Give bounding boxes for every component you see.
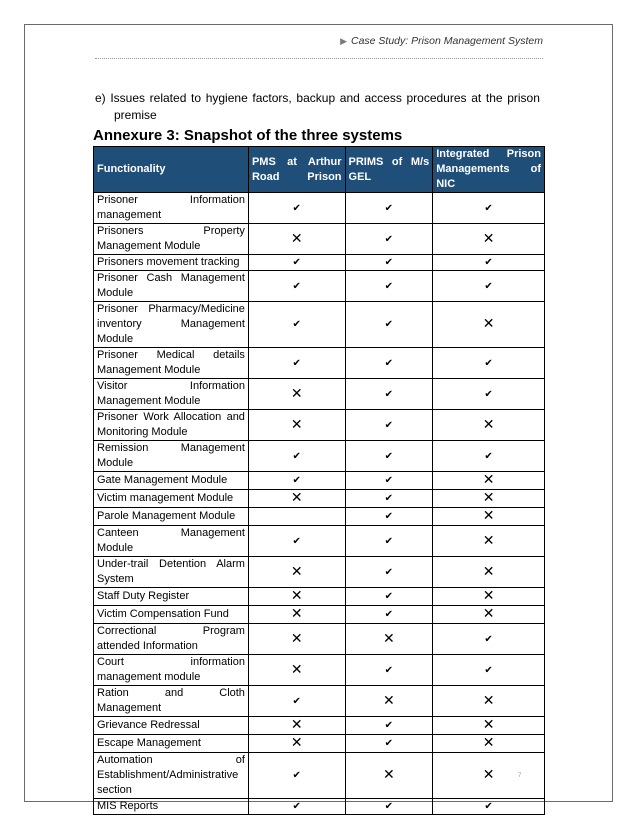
functionality-cell: Prisoner Work Allocation and Monitoring Module (94, 410, 249, 441)
cross-icon: ✕ (482, 229, 495, 246)
cross-icon: ✕ (382, 691, 395, 708)
page-number: 7 (518, 773, 522, 779)
table-row (94, 717, 545, 735)
check-icon: ✔ (292, 801, 301, 812)
check-icon: ✔ (384, 591, 394, 602)
pms-status-cell (248, 348, 345, 379)
pms-status-cell (248, 302, 345, 348)
issue-marker: e) (95, 91, 106, 105)
issue-word: backup (296, 91, 336, 105)
cross-icon: ✕ (290, 229, 303, 246)
cross-icon: ✕ (382, 629, 395, 646)
table-row (94, 490, 545, 508)
functionality-cell: Victim management Module (94, 490, 249, 508)
table-row (94, 472, 545, 490)
check-icon: ✔ (384, 233, 394, 245)
nic-status-cell (433, 624, 545, 655)
prims-status-cell (345, 379, 433, 410)
table-row (94, 588, 545, 606)
cross-icon: ✕ (290, 415, 303, 432)
table-row (94, 557, 545, 588)
issue-line-1 (95, 90, 540, 107)
pms-status-cell (248, 379, 345, 410)
prims-status-cell (345, 224, 433, 255)
col-header-functionality: Functionality (94, 147, 249, 193)
check-icon: ✔ (384, 720, 394, 731)
systems-comparison-table (93, 146, 545, 815)
pms-status-cell (248, 624, 345, 655)
functionality-cell: Prisoners movement tracking (94, 255, 249, 271)
check-icon: ✔ (384, 475, 394, 486)
nic-status-cell (433, 526, 545, 557)
pms-status-cell (248, 606, 345, 624)
table-row (94, 655, 545, 686)
check-icon: ✔ (384, 257, 394, 268)
cross-icon: ✕ (482, 471, 495, 487)
prims-status-cell (345, 606, 433, 624)
prims-status-cell (345, 717, 433, 735)
cross-icon: ✕ (290, 716, 303, 732)
running-header (340, 35, 543, 47)
nic-status-cell (433, 224, 545, 255)
issue-word: hygiene (205, 91, 248, 105)
check-icon: ✔ (384, 566, 394, 578)
table-row (94, 624, 545, 655)
table-row (94, 193, 545, 224)
check-icon: ✔ (384, 357, 394, 369)
header-title: Case Study: Prison Management System (350, 35, 543, 47)
check-icon: ✔ (384, 493, 394, 504)
prims-status-cell (345, 735, 433, 753)
prims-status-cell (345, 526, 433, 557)
table-row (94, 686, 545, 717)
check-icon: ✔ (292, 695, 301, 707)
table-row (94, 410, 545, 441)
check-icon: ✔ (292, 357, 301, 369)
prims-status-cell (345, 490, 433, 508)
functionality-cell: Remission Management Module (94, 441, 249, 472)
prims-status-cell (345, 557, 433, 588)
check-icon: ✔ (384, 202, 394, 214)
cross-icon: ✕ (482, 587, 495, 603)
check-icon: ✔ (384, 511, 394, 522)
nic-status-cell (433, 271, 545, 302)
nic-status-cell (433, 735, 545, 753)
nic-status-cell (433, 441, 545, 472)
prims-status-cell (345, 255, 433, 271)
prims-status-cell (345, 588, 433, 606)
check-icon: ✔ (384, 738, 394, 749)
check-icon: ✔ (384, 664, 394, 676)
functionality-cell: Canteen Management Module (94, 526, 249, 557)
functionality-cell: Victim Compensation Fund (94, 606, 249, 624)
nic-status-cell (433, 410, 545, 441)
functionality-cell: Prisoner Information management (94, 193, 249, 224)
check-icon: ✔ (384, 801, 394, 812)
table-body (94, 193, 545, 815)
table-row (94, 735, 545, 753)
issue-word: factors, (252, 91, 292, 105)
check-icon: ✔ (484, 280, 493, 292)
cross-icon: ✕ (482, 716, 495, 732)
cross-icon: ✕ (290, 605, 303, 621)
nic-status-cell (433, 193, 545, 224)
nic-status-cell (433, 686, 545, 717)
prims-status-cell (345, 508, 433, 526)
check-icon: ✔ (292, 535, 301, 547)
check-icon: ✔ (484, 388, 493, 400)
nic-status-cell (433, 557, 545, 588)
check-icon: ✔ (484, 801, 493, 812)
functionality-cell: Prisoner Cash Management Module (94, 271, 249, 302)
pms-status-cell (248, 224, 345, 255)
cross-icon: ✕ (290, 489, 303, 505)
issue-word: Issues (110, 91, 146, 105)
cross-icon: ✕ (482, 766, 495, 782)
issue-line-2: premise (114, 108, 157, 122)
nic-status-cell (433, 379, 545, 410)
functionality-cell: Under-trail Detention Alarm System (94, 557, 249, 588)
pms-status-cell (248, 735, 345, 753)
header-divider (95, 58, 543, 59)
issue-word: related (149, 91, 187, 105)
table-row (94, 799, 545, 815)
check-icon: ✔ (384, 388, 394, 400)
pms-status-cell (248, 472, 345, 490)
pms-status-cell (248, 655, 345, 686)
check-icon: ✔ (292, 202, 301, 214)
table-header-row (94, 147, 545, 193)
nic-status-cell (433, 302, 545, 348)
cross-icon: ✕ (482, 315, 495, 331)
prims-status-cell (345, 441, 433, 472)
nic-status-cell (433, 472, 545, 490)
prims-status-cell (345, 686, 433, 717)
cross-icon: ✕ (482, 734, 495, 750)
pms-status-cell (248, 490, 345, 508)
functionality-cell: MIS Reports (94, 799, 249, 815)
table-row (94, 606, 545, 624)
functionality-cell: Prisoner Pharmacy/Medicine inventory Management Module (94, 302, 249, 348)
issue-word: access (364, 91, 402, 105)
prims-status-cell (345, 193, 433, 224)
cross-icon: ✕ (482, 489, 495, 505)
check-icon: ✔ (484, 633, 493, 645)
prims-status-cell (345, 655, 433, 686)
check-icon: ✔ (292, 280, 301, 292)
functionality-cell: Grievance Redressal (94, 717, 249, 735)
pms-status-cell (248, 441, 345, 472)
table-row (94, 753, 545, 799)
check-icon: ✔ (384, 450, 394, 462)
pms-status-cell (248, 557, 345, 588)
nic-status-cell (433, 753, 545, 799)
functionality-cell: Escape Management (94, 735, 249, 753)
functionality-cell: Gate Management Module (94, 472, 249, 490)
check-icon: ✔ (292, 450, 301, 462)
cross-icon: ✕ (482, 415, 495, 432)
check-icon: ✔ (484, 450, 493, 462)
functionality-cell: Prisoners Property Management Module (94, 224, 249, 255)
check-icon: ✔ (384, 609, 394, 620)
functionality-cell: Parole Management Module (94, 508, 249, 526)
col-header-prims: PRIMS of M/s GEL (345, 147, 433, 193)
check-icon: ✔ (292, 475, 301, 486)
prims-status-cell (345, 302, 433, 348)
table-row (94, 224, 545, 255)
cross-icon: ✕ (290, 384, 303, 401)
triangle-right-icon: ▶ (340, 36, 347, 46)
check-icon: ✔ (384, 319, 394, 330)
check-icon: ✔ (484, 257, 493, 268)
cross-icon: ✕ (290, 629, 303, 646)
functionality-cell: Ration and Cloth Management (94, 686, 249, 717)
pms-status-cell (248, 255, 345, 271)
cross-icon: ✕ (290, 734, 303, 750)
prims-status-cell (345, 410, 433, 441)
pms-status-cell (248, 271, 345, 302)
pms-status-cell (248, 193, 345, 224)
check-icon: ✔ (292, 770, 301, 781)
functionality-cell: Prisoner Medical details Management Module (94, 348, 249, 379)
functionality-cell: Court information management module (94, 655, 249, 686)
nic-status-cell (433, 255, 545, 271)
nic-status-cell (433, 606, 545, 624)
pms-status-cell (248, 717, 345, 735)
prims-status-cell (345, 753, 433, 799)
cross-icon: ✕ (290, 562, 303, 579)
issue-word: the (485, 91, 503, 105)
issue-word: at (471, 91, 482, 105)
check-icon: ✔ (292, 319, 301, 330)
pms-status-cell (248, 526, 345, 557)
check-icon: ✔ (384, 280, 394, 292)
functionality-cell: Automation of Establishment/Administrative section (94, 753, 249, 799)
pms-status-cell (248, 410, 345, 441)
nic-status-cell (433, 717, 545, 735)
nic-status-cell (433, 588, 545, 606)
col-header-pms: PMS at Arthur Road Prison (248, 147, 345, 193)
table-row (94, 508, 545, 526)
prims-status-cell (345, 799, 433, 815)
cross-icon: ✕ (482, 691, 495, 708)
functionality-cell: Visitor Information Management Module (94, 379, 249, 410)
nic-status-cell (433, 799, 545, 815)
check-icon: ✔ (292, 257, 301, 268)
cross-icon: ✕ (290, 660, 303, 677)
prims-status-cell (345, 271, 433, 302)
pms-status-cell (248, 686, 345, 717)
functionality-cell: Correctional Program attended Information (94, 624, 249, 655)
check-icon: ✔ (384, 419, 394, 431)
pms-status-cell (248, 508, 345, 526)
check-icon: ✔ (384, 535, 394, 547)
pms-status-cell (248, 588, 345, 606)
nic-status-cell (433, 490, 545, 508)
table-row (94, 526, 545, 557)
table-row (94, 255, 545, 271)
pms-status-cell (248, 753, 345, 799)
issue-word: procedures (406, 91, 467, 105)
check-icon: ✔ (484, 202, 493, 214)
table-row (94, 441, 545, 472)
functionality-cell: Staff Duty Register (94, 588, 249, 606)
cross-icon: ✕ (482, 562, 495, 579)
table-row (94, 348, 545, 379)
table-row (94, 379, 545, 410)
issue-word: and (339, 91, 360, 105)
col-header-nic: Integrated Prison Managements of NIC (433, 147, 545, 193)
check-icon: ✔ (484, 357, 493, 369)
prims-status-cell (345, 624, 433, 655)
issue-word: to (191, 91, 202, 105)
cross-icon: ✕ (290, 587, 303, 603)
issue-word: prison (507, 91, 540, 105)
nic-status-cell (433, 508, 545, 526)
cross-icon: ✕ (382, 766, 395, 782)
table-row (94, 302, 545, 348)
issue-item (95, 90, 540, 124)
pms-status-cell (248, 799, 345, 815)
prims-status-cell (345, 348, 433, 379)
annexure-title: Annexure 3: Snapshot of the three systems (93, 127, 403, 144)
table-row (94, 271, 545, 302)
cross-icon: ✕ (482, 605, 495, 621)
check-icon: ✔ (484, 664, 493, 676)
nic-status-cell (433, 348, 545, 379)
cross-icon: ✕ (482, 507, 495, 523)
cross-icon: ✕ (482, 531, 495, 548)
nic-status-cell (433, 655, 545, 686)
prims-status-cell (345, 472, 433, 490)
